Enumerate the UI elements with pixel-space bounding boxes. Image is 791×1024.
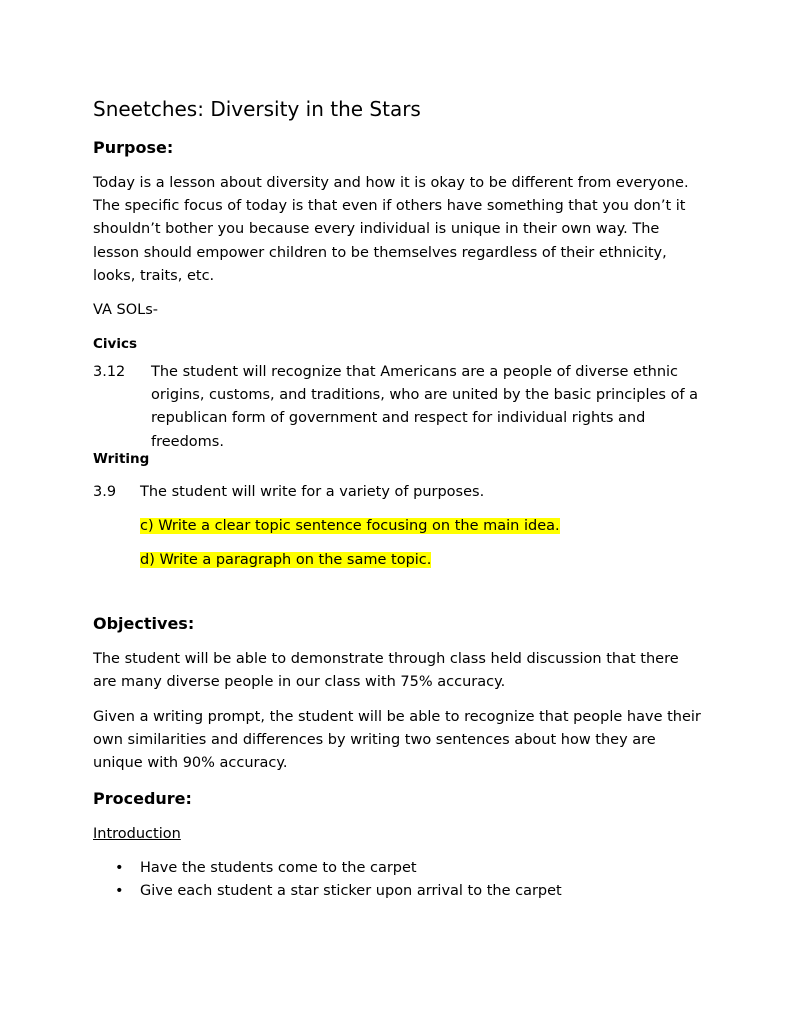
writing-standard-number: 3.9 [93,484,117,500]
introduction-heading: Introduction [93,826,181,842]
objective-item-2: Given a writing prompt, the student will be able to recognize that people have their own similarities and differences by writing two sentences about how they are unique with 90% accuracy. [93,709,701,772]
civics-heading: Civics [93,336,138,352]
bullet-icon: • [115,883,124,899]
civics-standard-text: The student will recognize that Americans are a people of diverse ethnic origins, customs, and traditions, who are united by the basic principles of a republican form of government and respect for individual rights and freedoms. [151,364,699,450]
document-title: Sneetches: Diversity in the Stars [93,97,421,121]
objectives-heading: Objectives: [93,614,195,633]
purpose-heading: Purpose: [93,138,174,157]
writing-standard-text: The student will write for a variety of purposes. [140,484,485,500]
civics-standard [93,361,703,453]
purpose-text: Today is a lesson about diversity and how it is okay to be different from everyone. The specific focus of today is that even if others have something that you don’t it shouldn’t bother you because every individual is unique in their own way. The lesson should empower children to be themselves regardless of their ethnicity, looks, traits, etc. [93,175,689,284]
writing-standard [93,481,703,505]
objective-item-1: The student will be able to demonstrate through class held discussion that there are many diverse people in our class with 75% accuracy. [93,651,679,691]
writing-heading: Writing [93,451,150,467]
procedure-heading: Procedure: [93,789,192,808]
introduction-bullet-2: Give each student a star sticker upon arrival to the carpet [140,883,562,899]
writing-item-c: c) Write a clear topic sentence focusing on the main idea. [140,518,560,534]
sols-label: VA SOLs- [93,302,159,318]
writing-item-d: d) Write a paragraph on the same topic. [140,552,432,568]
bullet-icon: • [115,860,124,876]
introduction-bullet-1: Have the students come to the carpet [140,860,417,876]
civics-standard-number: 3.12 [93,364,126,380]
